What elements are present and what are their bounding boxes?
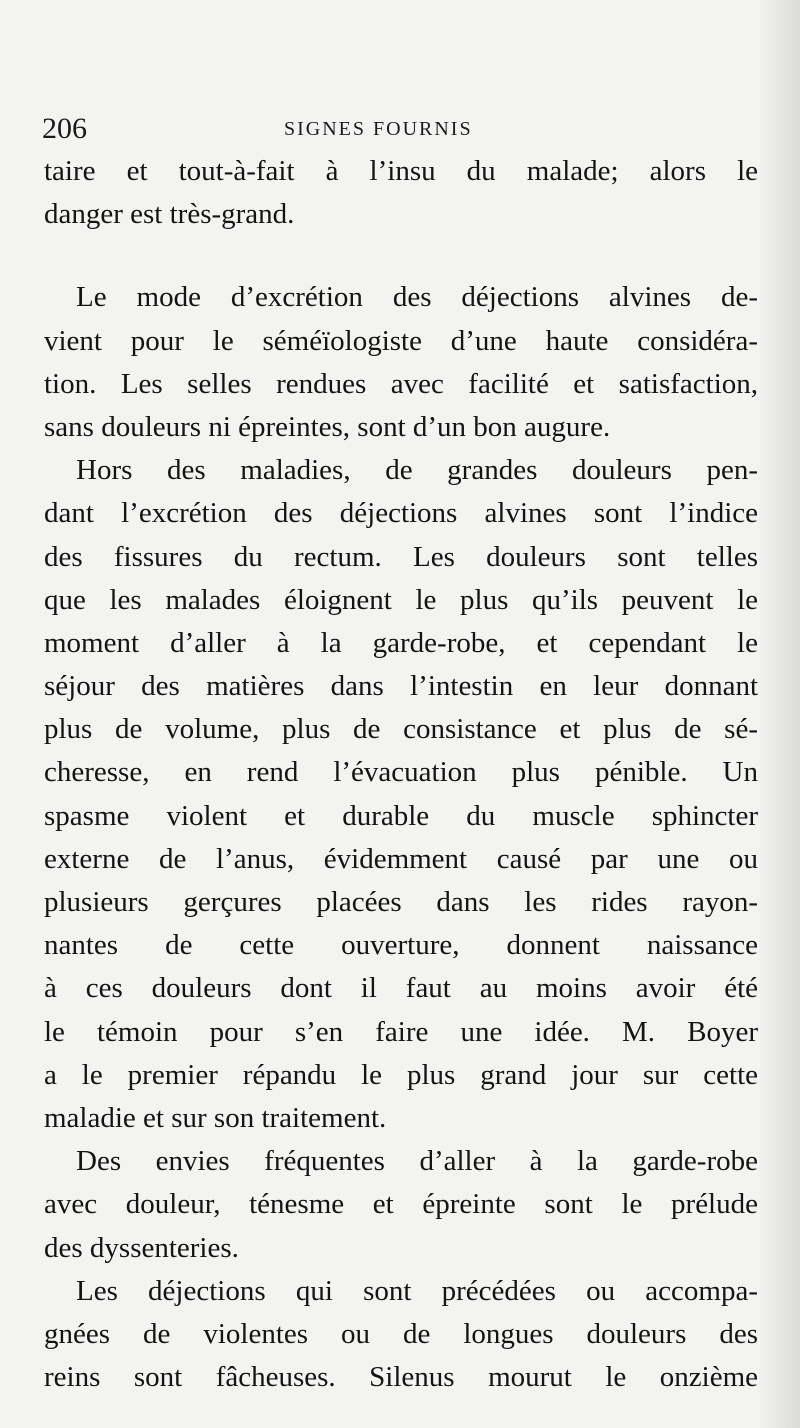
text-line: reins sont fâcheuses. Silenus mourut le onzième bbox=[44, 1361, 758, 1394]
text-line: a le premier répandu le plus grand jour sur cette bbox=[44, 1058, 758, 1091]
paragraph-gap bbox=[44, 236, 758, 276]
text-line: que les malades éloignent le plus qu’ils peuvent le bbox=[44, 583, 758, 616]
page-edge-shadow bbox=[758, 0, 800, 1428]
text-line: des fissures du rectum. Les douleurs sont telles bbox=[44, 540, 758, 573]
page-number: 206 bbox=[42, 112, 87, 145]
text-line: danger est très-grand. bbox=[44, 198, 295, 231]
text-line: maladie et sur son traitement. bbox=[44, 1101, 387, 1134]
text-line: vient pour le séméïologiste d’une haute considéra- bbox=[44, 324, 758, 357]
text-line: plus de volume, plus de consistance et plus de sé- bbox=[44, 713, 758, 746]
text-line: à ces douleurs dont il faut au moins avoir été bbox=[44, 972, 758, 1005]
text-line: nantes de cette ouverture, donnent naissance bbox=[44, 929, 758, 962]
text-line: le témoin pour s’en faire une idée. M. Boyer bbox=[44, 1015, 758, 1048]
text-line: taire et tout-à-fait à l’insu du malade; alors le bbox=[44, 155, 758, 187]
text-line: spasme violent et durable du muscle sphincter bbox=[44, 799, 758, 832]
text-line: Des envies fréquentes d’aller à la garde-robe bbox=[76, 1145, 758, 1178]
text-line: gnées de violentes ou de longues douleurs des bbox=[44, 1317, 758, 1350]
text-line: Hors des maladies, de grandes douleurs pen- bbox=[76, 454, 758, 487]
text-line: plusieurs gerçures placées dans les rides rayon- bbox=[44, 886, 758, 918]
text-line: cheresse, en rend l’évacuation plus pénible. Un bbox=[44, 756, 758, 789]
text-line: sans douleurs ni épreintes, sont d’un bon augure. bbox=[44, 410, 611, 443]
text-line: séjour des matières dans l’intestin en leur donnant bbox=[44, 670, 758, 703]
text-line: des dyssenteries. bbox=[44, 1231, 239, 1264]
running-head: SIGNES FOURNIS bbox=[284, 118, 473, 140]
text-line: Le mode d’excrétion des déjections alvines de- bbox=[76, 281, 758, 314]
text-line: tion. Les selles rendues avec facilité et satisfaction, bbox=[44, 367, 758, 400]
body-text bbox=[44, 150, 758, 1399]
text-line: avec douleur, ténesme et épreinte sont le prélude bbox=[44, 1188, 758, 1221]
text-line: Les déjections qui sont précédées ou accompa- bbox=[76, 1274, 758, 1307]
text-line: moment d’aller à la garde-robe, et cependant le bbox=[44, 626, 758, 659]
page-header bbox=[40, 108, 760, 144]
text-line: dant l’excrétion des déjections alvines sont l’indice bbox=[44, 497, 758, 530]
text-line: externe de l’anus, évidemment causé par une ou bbox=[44, 842, 758, 875]
